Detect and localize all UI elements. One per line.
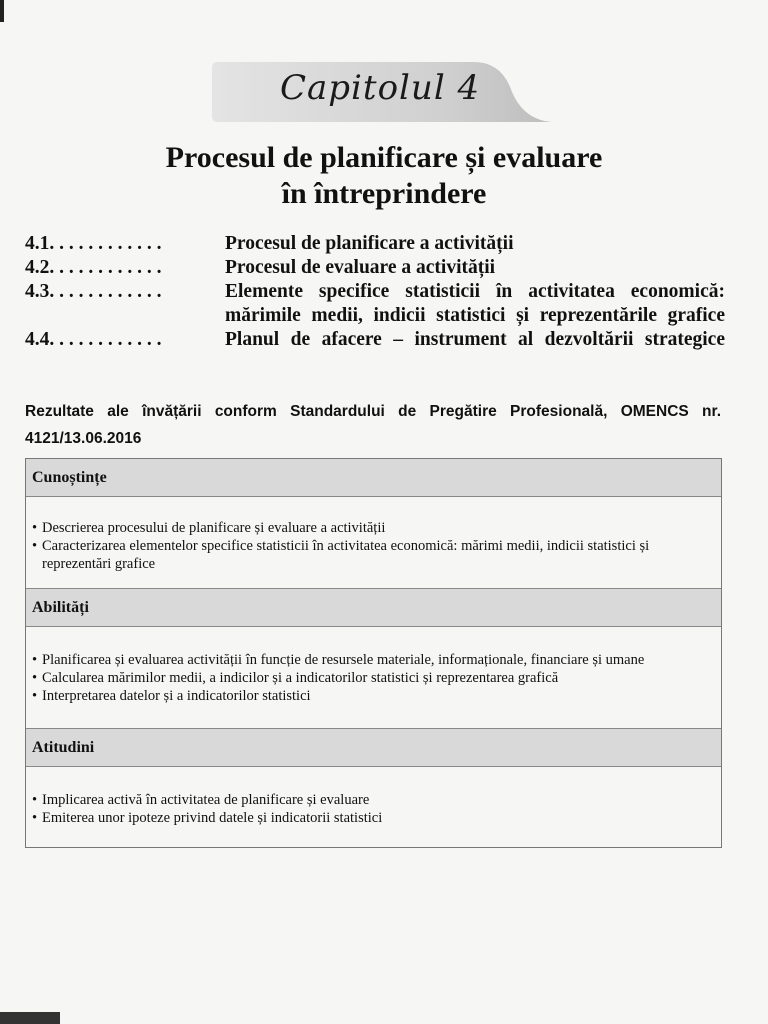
list-item-text: Planificarea și evaluarea activității în funcție de resursele materiale, informaționale, financiare și umane [42,652,645,668]
section-heading-attitudes: Atitudini [26,729,721,767]
chapter-label: Capitolul 4 [280,68,481,108]
list-item-text: Caracterizarea elementelor specifice statisticii în activitatea economică: mărimi medii, indicii statistici și reprezentări grafice [42,538,650,572]
toc-item [25,232,725,256]
title-line-1: Procesul de planificare și evaluare [165,141,603,174]
learning-outcomes-table [25,458,722,848]
toc-item [25,328,725,352]
list-item [32,809,715,827]
toc-item-continuation [25,304,725,328]
list-item [32,687,715,705]
list-item [32,519,715,537]
toc-number: 4.3. . . . . . . . . . . . [25,281,162,302]
list-item [32,537,715,573]
scan-edge-mark [0,1012,60,1024]
bullet-icon: • [32,538,38,554]
toc-item [25,256,725,280]
list-item [32,791,715,809]
list-item-text: Emiterea unor ipoteze privind datele și indicatorii statistici [42,810,383,826]
section-heading-skills: Abilități [26,589,721,627]
bullet-icon: • [32,670,38,686]
list-item-text: Calcularea mărimilor medii, a indicilor și a indicatorilor statistici și reprezentarea grafică [42,670,559,686]
toc-number: 4.2. . . . . . . . . . . . [25,257,162,278]
scan-edge-mark [0,0,4,22]
toc-title: Planul de afacere – instrument al dezvoltării strategice [225,329,725,350]
learning-outcomes-intro: Rezultate ale învățării conform Standardului de Pregătire Profesională, OMENCS nr. 4121/13.06.2016 [25,403,721,447]
bullet-icon: • [32,792,38,808]
toc-title: Procesul de planificare a activității [225,233,514,254]
list-item [32,651,715,669]
toc-title: Procesul de evaluare a activității [225,257,496,278]
section-body-attitudes [26,767,721,847]
toc-item [25,280,725,304]
list-item-text: Descrierea procesului de planificare și evaluare a activității [42,520,386,536]
bullet-icon: • [32,688,38,704]
page-title [0,140,768,212]
toc-number: 4.1. . . . . . . . . . . . [25,233,162,254]
section-body-skills [26,627,721,729]
title-line-2: în întreprindere [281,177,487,210]
list-item-text: Interpretarea datelor și a indicatorilor statistici [42,688,311,704]
section-heading-knowledge: Cunoștințe [26,459,721,497]
toc-number: 4.4. . . . . . . . . . . . [25,329,162,350]
bullet-icon: • [32,520,38,536]
bullet-icon: • [32,652,38,668]
toc-title-continuation: mărimile medii, indicii statistici și reprezentările grafice [225,305,725,326]
section-body-knowledge [26,497,721,589]
chapter-banner [212,62,552,124]
toc-title: Elemente specifice statisticii în activitatea economică: [225,281,725,302]
bullet-icon: • [32,810,38,826]
table-of-contents [25,232,725,352]
list-item [32,669,715,687]
list-item-text: Implicarea activă în activitatea de planificare și evaluare [42,792,370,808]
